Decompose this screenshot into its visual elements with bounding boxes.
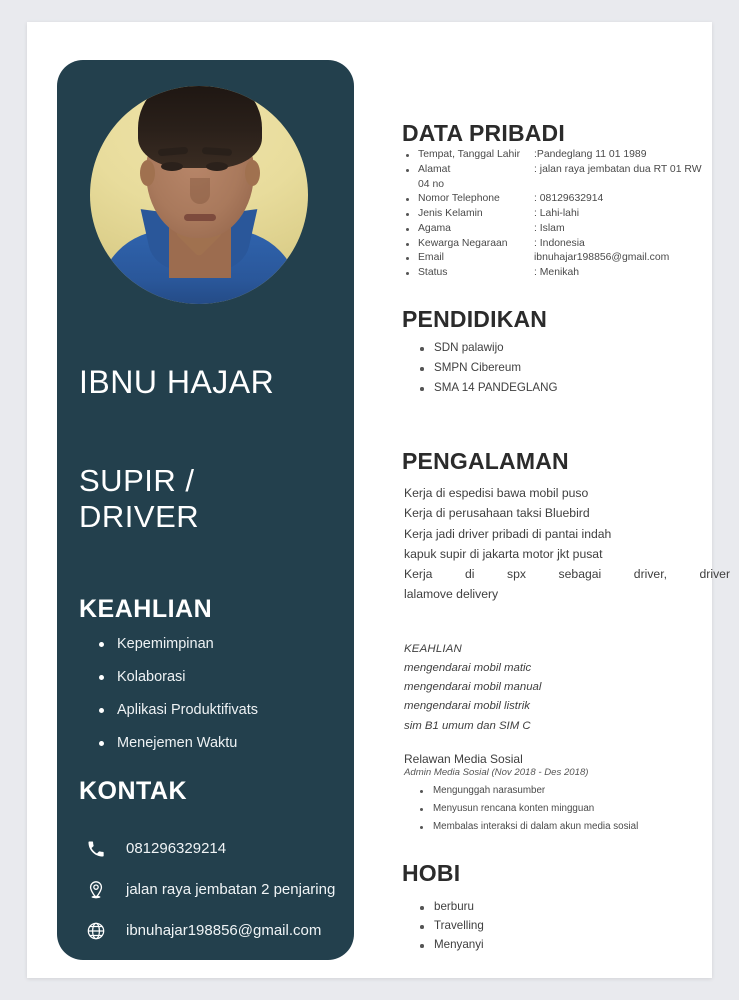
contact-email-value: ibnuhajar198856@gmail.com bbox=[126, 922, 322, 939]
secondary-skills-block bbox=[404, 640, 730, 736]
volunteer-subtitle: Admin Media Sosial (Nov 2018 - Des 2018) bbox=[404, 767, 589, 778]
list-item: Aplikasi Produktifivats bbox=[99, 702, 258, 718]
field-label: Tempat, Tanggal Lahir bbox=[418, 149, 521, 160]
field-label: Email bbox=[418, 252, 444, 264]
table-row bbox=[404, 222, 730, 237]
field-label: Kewarga Negaraan bbox=[418, 237, 508, 249]
field-value: : Islam bbox=[534, 222, 565, 234]
photo-ear-right bbox=[245, 160, 260, 186]
education-heading: PENDIDIKAN bbox=[402, 306, 548, 332]
list-item: SDN palawijo bbox=[420, 341, 558, 354]
list-item: SMPN Cibereum bbox=[420, 361, 558, 374]
avatar bbox=[90, 86, 308, 304]
location-pin-icon bbox=[79, 880, 113, 900]
field-value: ibnuhajar198856@gmail.com bbox=[534, 252, 670, 264]
field-value: : Menikah bbox=[534, 267, 580, 279]
list-item: Kerja di espedisi bawa mobil puso bbox=[404, 486, 589, 500]
experience-heading: PENGALAMAN bbox=[402, 448, 569, 474]
address-continuation: 04 no bbox=[418, 178, 445, 190]
list-item: Membalas interaksi di dalam akun media sosial bbox=[420, 821, 730, 832]
candidate-name: IBNU HAJAR bbox=[79, 364, 275, 400]
list-item: Kerja jadi driver pribadi di pantai indah bbox=[404, 526, 612, 541]
phone-icon bbox=[79, 839, 113, 859]
photo-eye-right bbox=[206, 162, 228, 171]
field-label: Alamat bbox=[418, 163, 451, 175]
skills-heading: KEAHLIAN bbox=[79, 595, 213, 623]
education-list bbox=[420, 341, 558, 401]
table-row bbox=[404, 237, 730, 252]
list-item: Menejemen Waktu bbox=[99, 735, 258, 751]
table-row bbox=[404, 192, 730, 207]
table-row bbox=[404, 266, 730, 281]
candidate-role-line1: SUPIR / bbox=[79, 463, 195, 498]
field-value: : Lahi-lahi bbox=[534, 208, 580, 220]
field-value: : Indonesia bbox=[534, 237, 585, 249]
sidebar-panel bbox=[57, 60, 354, 960]
list-item: lalamove delivery bbox=[404, 587, 499, 602]
globe-icon bbox=[79, 921, 113, 941]
candidate-role bbox=[79, 463, 199, 536]
list-item: Menyanyi bbox=[420, 938, 484, 951]
list-item: berburu bbox=[420, 900, 484, 913]
list-item: mengendarai mobil matic bbox=[404, 662, 532, 675]
contact-address[interactable] bbox=[79, 869, 354, 910]
list-item: SMA 14 PANDEGLANG bbox=[420, 381, 558, 394]
volunteer-title: Relawan Media Sosial bbox=[404, 752, 523, 766]
photo-nose bbox=[190, 178, 210, 204]
field-value: : jalan raya jembatan dua RT 01 RW bbox=[534, 163, 702, 175]
list-item: Travelling bbox=[420, 919, 484, 932]
table-row bbox=[404, 163, 730, 178]
list-item: Menyusun rencana konten mingguan bbox=[420, 803, 730, 814]
list-item: Kepemimpinan bbox=[99, 636, 258, 652]
secondary-skills-heading: KEAHLIAN bbox=[404, 643, 462, 655]
photo-mouth bbox=[184, 214, 216, 221]
hobbies-heading: HOBI bbox=[402, 860, 461, 886]
field-label: Nomor Telephone bbox=[418, 193, 500, 205]
volunteer-list bbox=[404, 785, 730, 832]
contact-phone-value: 081296329214 bbox=[126, 840, 227, 857]
field-label: Agama bbox=[418, 222, 451, 234]
candidate-role-line2: DRIVER bbox=[79, 499, 200, 535]
personal-data-list bbox=[404, 148, 730, 281]
volunteer-block bbox=[404, 752, 730, 839]
list-item: kapuk supir di jakarta motor jkt pusat bbox=[404, 546, 603, 561]
list-item: Kolaborasi bbox=[99, 669, 258, 685]
experience-list bbox=[404, 483, 730, 605]
photo-hair bbox=[138, 86, 262, 168]
contact-address-value: jalan raya jembatan 2 penjaring bbox=[126, 881, 336, 898]
contact-list bbox=[79, 828, 354, 951]
field-value: : 08129632914 bbox=[534, 193, 604, 205]
hobbies-list bbox=[420, 900, 484, 957]
list-item: Kerja di spx sebagai driver, driver bbox=[404, 567, 730, 581]
photo-ear-left bbox=[140, 160, 155, 186]
table-row bbox=[404, 148, 730, 163]
personal-data-heading: DATA PRIBADI bbox=[402, 120, 565, 146]
resume-page bbox=[27, 22, 730, 978]
table-row bbox=[404, 251, 730, 266]
contact-heading: KONTAK bbox=[79, 777, 188, 805]
field-label: Jenis Kelamin bbox=[418, 208, 483, 220]
photo-eye-left bbox=[161, 162, 183, 171]
list-item: sim B1 umum dan SIM C bbox=[404, 719, 531, 732]
list-item: Mengunggah narasumber bbox=[420, 785, 730, 796]
skills-list bbox=[99, 636, 258, 768]
contact-email[interactable] bbox=[79, 910, 354, 951]
list-item: Kerja di perusahaan taksi Bluebird bbox=[404, 506, 590, 521]
list-item: mengendarai mobil manual bbox=[404, 681, 542, 694]
contact-phone[interactable] bbox=[79, 828, 354, 869]
field-label: Status bbox=[418, 267, 448, 279]
list-item: mengendarai mobil listrik bbox=[404, 700, 530, 713]
field-value: :Pandeglang 11 01 1989 bbox=[534, 149, 647, 160]
table-row bbox=[404, 207, 730, 222]
